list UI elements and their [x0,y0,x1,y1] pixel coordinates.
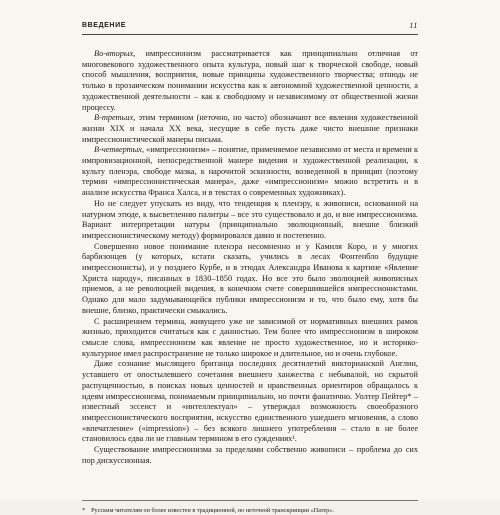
page-number: 11 [409,21,418,30]
footnote-mark: * [82,507,86,515]
paragraph-text: импрессионизм рассматривается как принципиально отличная от многовекового художественного опыта культура, новый шаг к творческой свободе, новый способ мышления, восприятия, новые принципы художественного творчества; отнюдь не только в прозаическом понимании искусства как к автономной художественной ценности, а художественной деятельности – как к свободному и независимому от общественной жизни процессу. [82,49,418,112]
paragraph-7 [82,359,418,445]
paragraph-5 [82,242,418,317]
paragraph-6 [82,317,418,360]
paragraph-text: Даже сознание мыслящего британца последних десятилетий викторианской Англии, уставшего от опостылевшего сочетания внешнего ханжества с небывалой, но скрытой распущенностью, в поисках новых ценностей и нравственных ориентиров обращалось к идеям импрессионизма, понимаемым принципиально, но почти фанатично. Уолтер Пейтер* – известный эссеист и «интеллектуал» – утверждал возможность своеобразного импрессионистического восприятия, искусство единственного ушедшего мгновения, а слово «впечатление» («impression») – без всякого лишнего употребления – стало в не более становилось едва ли не главным термином в его суждениях¹. [82,359,418,444]
paragraph-3 [82,145,418,199]
paragraph-text: этим термином (неточно, но часто) обозначают все явления художественной жизни XIX и начала XX века, несущие в себе пусть даже чисто внешние признаки импрессионистической манеры письма. [82,113,418,144]
paragraph-4 [82,199,418,242]
footnote-rule [82,500,418,501]
paragraph-text: С расширением термина, живущего уже не зависимой от нормативных внешних рамок жизнью, приходится считаться как с данностью. Тем более что импрессионизм в широком смысле слова, импрессионизм как явление не просто художественное, но и историко-культурное имел распространение не только широкое и длительное, но и очень глубокое. [82,316,418,358]
paragraph-lead: В-четвертых, [94,145,145,155]
footnote [82,507,418,515]
header-rule [82,34,418,35]
running-header [82,18,418,34]
paragraph-2 [82,113,418,145]
paragraph-text: Совершенно новое понимание пленэра несомненно и у Камиля Коро, и у многих барбизонцев (у которых, кстати сказать, учились в лесах Фонтенбло будущие импрессионисты), и у позднего Курбе, и в этюдах Александра Иванова к картине «Явление Христа народу», писанных в 1830–1850 годах. Но все это было эволюцией живописных приемов, а не революцией видения, в конечном счете совершившейся импрессионистами. Однако для мало задумывающейся публики импрессионизм и то, что было ему, хотя бы внешне, близко, практически смыкались. [82,241,418,315]
paragraph-text: Но не следует упускать из виду, что тенденция к пленэру, к живописи, основанной на натурном этюде, к высветлению палитры – все это существовало и до, и вне импрессионизма. Вариант интерпретации натуры (принципиально эволюционный, внешне близкий импрессионистическому методу) формировался давно и постепенно. [82,198,418,240]
paragraph-text: «импрессионизм» – понятие, применяемое независимо от места и времени к импровизационной, непосредственной манере видения и художественной реализации, к культу пленэра, свободе мазка, к нарочитой эскизности, возведенной в принцип (поэтому термин «импрессионистическая манера», даже «импрессионизм» можно встретить и в анализе искусства Франса Халса, и в текстах о современных художниках). [82,145,418,198]
paragraph-1 [82,49,418,113]
paragraph-text: Существование импрессионизма за пределами собственно живописи – проблема до сих пор дискуссионная. [82,445,418,465]
section-title: ВВЕДЕНИЕ [82,22,126,29]
footnote-text: Русским читателям он более известен в традиционной, но неточной транскрипции «Патер». [91,507,334,515]
paragraph-lead: Во-вторых, [94,49,136,58]
body-text [82,49,418,466]
paragraph-lead: В-третьих, [94,113,136,123]
paragraph-8 [82,445,418,466]
